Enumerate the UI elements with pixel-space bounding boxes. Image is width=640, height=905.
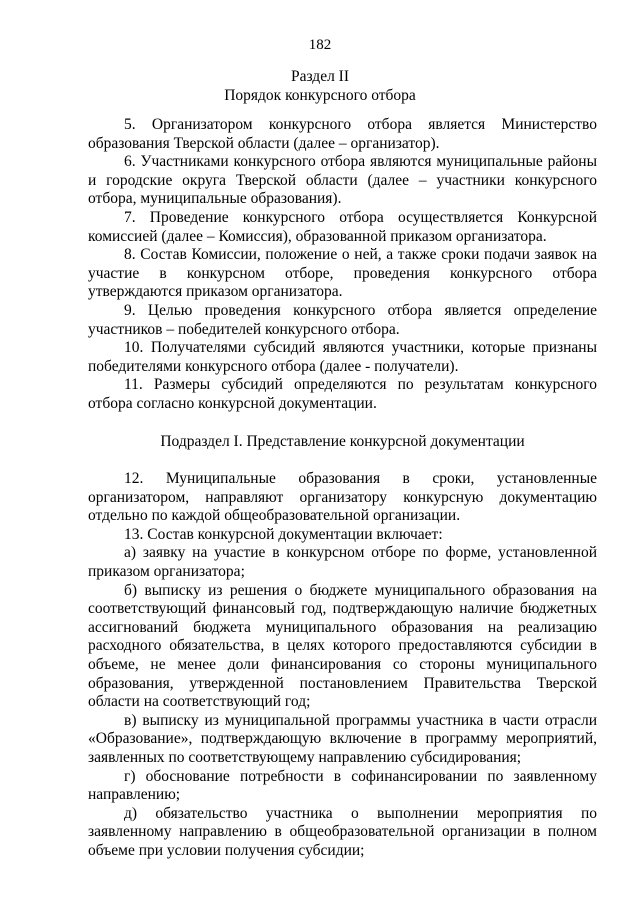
paragraph-8: 8. Состав Комиссии, положение о ней, а также сроки подачи заявок на участие в конкурсном отборе, проведения конкурсного отбора утверждаются приказом организатора. bbox=[88, 246, 597, 301]
paragraph-9: 9. Целью проведения конкурсного отбора является определение участников – победителей конкурсного отбора. bbox=[88, 301, 597, 338]
paragraph-6: 6. Участниками конкурсного отбора являются муниципальные районы и городские округа Тверской области (далее – участники конкурсного отбора, муниципальные образования). bbox=[88, 153, 597, 208]
paragraph-13: 13. Состав конкурсной документации включает: bbox=[124, 525, 443, 543]
paragraph-12: 12. Муниципальные образования в сроки, установленные организатором, направляют организатору конкурсную документацию отдельно по каждой общеобразовательной организации. bbox=[88, 470, 597, 525]
page-number: 182 bbox=[308, 37, 332, 53]
section-subtitle: Порядок конкурсного отбора bbox=[224, 87, 416, 104]
paragraph-11: 11. Размеры субсидий определяются по результатам конкурсного отбора согласно конкурсной документации. bbox=[88, 376, 597, 412]
paragraph-7: 7. Проведение конкурсного отбора осуществляется Конкурсной комиссией (далее – Комиссия), образованной приказом организатора. bbox=[88, 208, 597, 245]
paragraph-10: 10. Получателями субсидий являются участники, которые признаны победителями конкурсного отбора (далее - получатели). bbox=[88, 339, 597, 375]
subsection-title: Подраздел I. Представление конкурсной документации bbox=[160, 432, 525, 450]
section-heading bbox=[0, 67, 640, 105]
paragraph-13-d: д) обязательство участника о выполнении мероприятия по заявленному направлению в общеобразовательной организации в полном объеме при условии получения субсидии; bbox=[88, 804, 597, 859]
paragraph-13-b: б) выписку из решения о бюджете муниципального образования на соответствующий финансовый год, подтверждающую наличие бюджетных ассигнований бюджета муниципального образования на реализацию расходного обязательства, в целях которого предоставляются субсидии в объеме, не менее доли финансирования со стороны муниципального образования, утвержденной постановлением Правительства Тверской области на соответствующий год; bbox=[88, 581, 597, 711]
section-title: Раздел II bbox=[290, 68, 350, 85]
paragraph-13-a: а) заявку на участие в конкурсном отборе по форме, установленной приказом организатора; bbox=[88, 544, 597, 581]
paragraph-5: 5. Организатором конкурсного отбора является Министерство образования Тверской области (далее – организатор). bbox=[88, 116, 597, 152]
paragraph-13-g: г) обоснование потребности в софинансировании по заявленному направлению; bbox=[88, 767, 597, 804]
paragraph-13-v: в) выписку из муниципальной программы участника в части отрасли «Образование», подтверждающую включение в программу мероприятий, заявленных по соответствующему направлению субсидирования; bbox=[88, 711, 597, 766]
document-body bbox=[88, 116, 597, 861]
